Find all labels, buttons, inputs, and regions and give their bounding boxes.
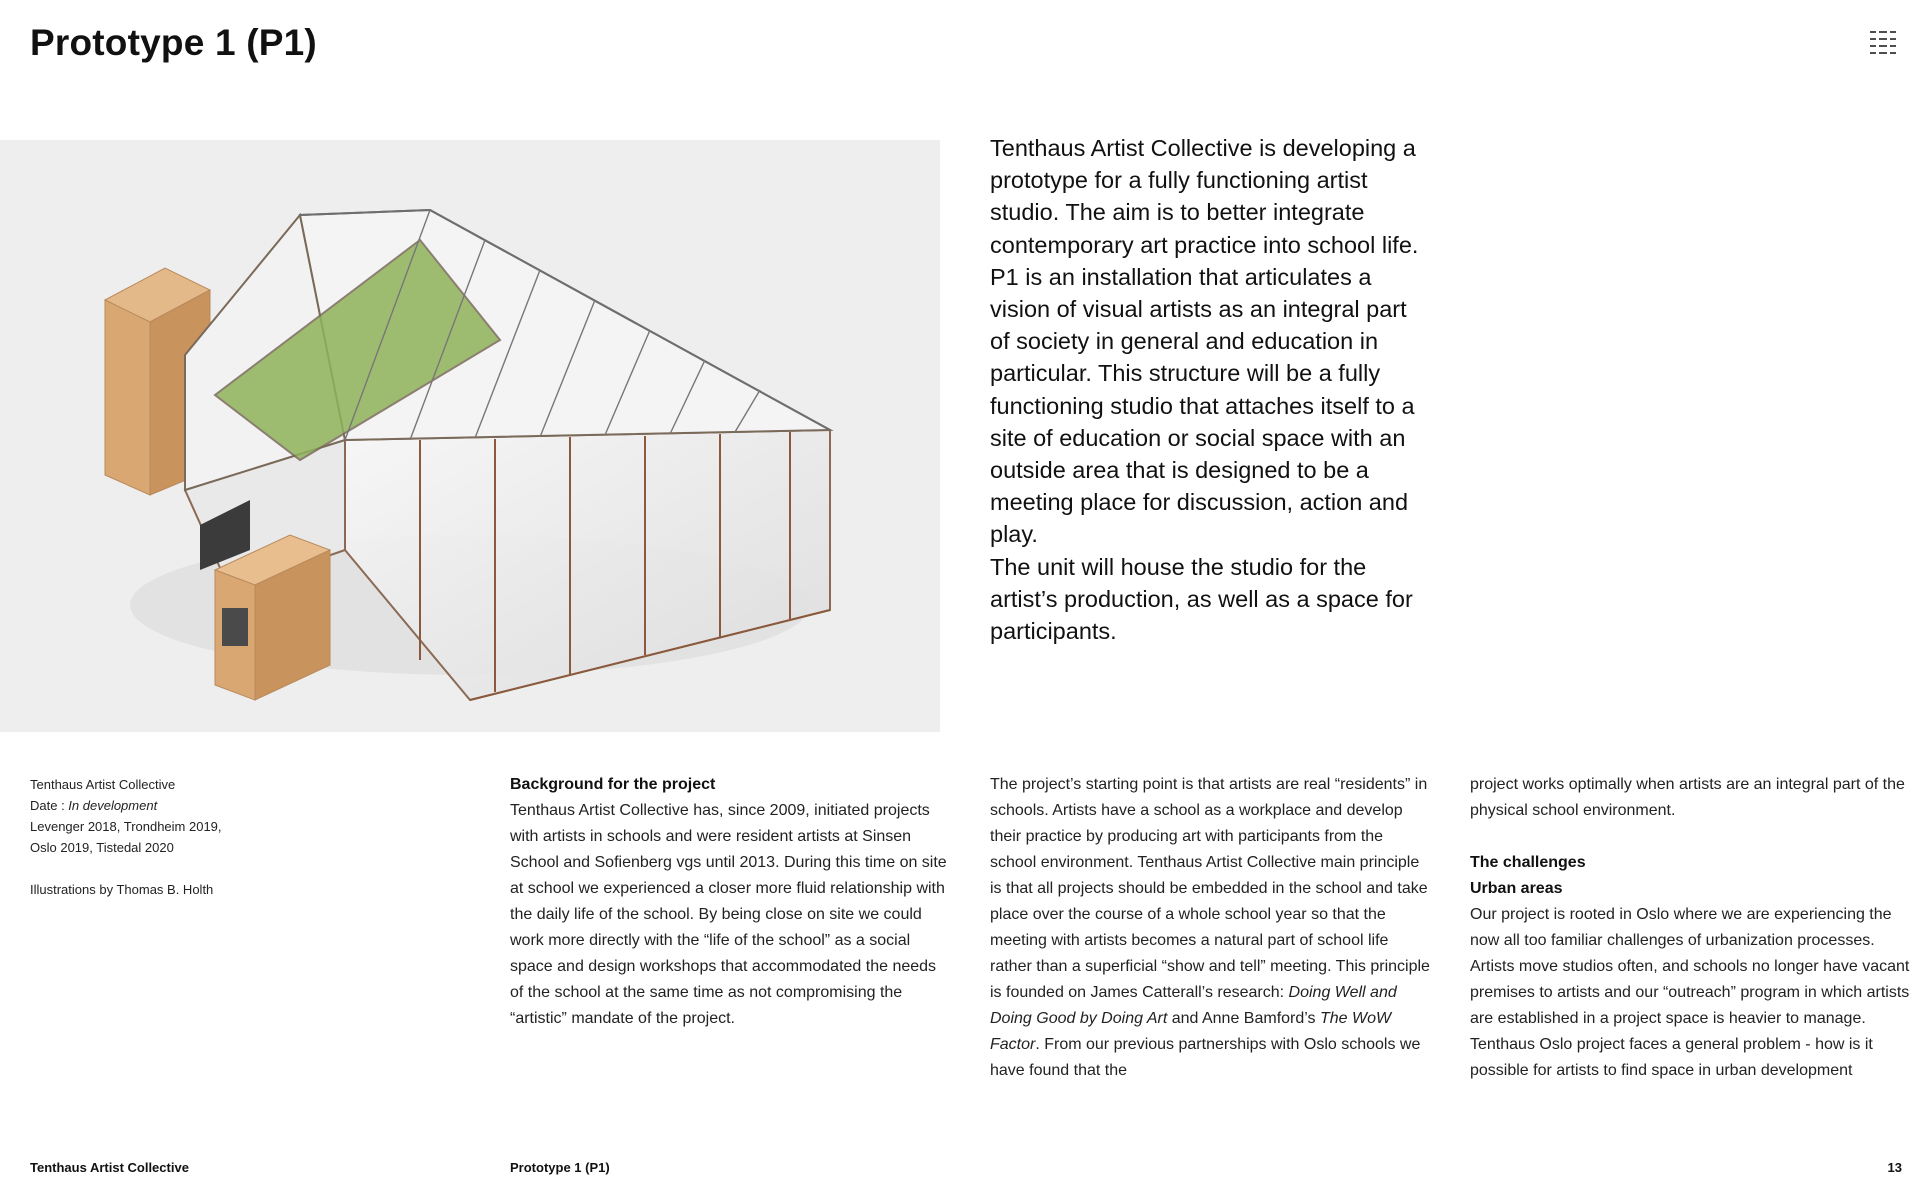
date-label: Date :	[30, 798, 69, 813]
text-column-1	[510, 772, 950, 1032]
citation-title: Doing Well and Doing Good by Doing Art	[990, 984, 1397, 1027]
footer-left: Tenthaus Artist Collective	[30, 1160, 189, 1175]
caption-locations: Levenger 2018, Trondheim 2019,	[30, 819, 222, 834]
page-number: 13	[1887, 1160, 1902, 1175]
section-subheading: Urban areas	[1470, 880, 1563, 897]
section-heading: The challenges	[1470, 854, 1586, 871]
image-caption	[30, 774, 390, 900]
caption-date	[30, 795, 390, 816]
body-paragraph: Tenthaus Artist Collective has, since 2009, initiated projects with artists in schools and were resident artists at Sinsen School and Sofienberg vgs until 2013. During this time on site at school we experienced a closer more fluid relationship with the daily life of the school. By being close on site we could work more directly with the “life of the school” as a social space and design workshops that accommodated the needs of the school at the same time as not compromising the “artistic” mandate of the project.	[510, 802, 947, 1027]
body-paragraph	[990, 772, 1430, 1084]
body-text: and Anne Bamford’s	[1167, 1010, 1320, 1027]
body-paragraph: Tenthaus Oslo project faces a general problem - how is it possible for artists to find space in urban development	[1470, 1036, 1873, 1079]
caption-locations: Oslo 2019, Tistedal 2020	[30, 840, 174, 855]
intro-text	[990, 132, 1430, 647]
text-column-2	[990, 772, 1430, 1084]
intro-paragraph: The unit will house the studio for the artist’s production, as well as a space for participants.	[990, 553, 1413, 645]
caption-author: Tenthaus Artist Collective	[30, 777, 176, 792]
text-column-3	[1470, 772, 1910, 1084]
page-title: Prototype 1 (P1)	[30, 22, 317, 63]
intro-paragraph: Tenthaus Artist Collective is developing a prototype for a fully functioning artist studio. The aim is to better integrate contemporary art practice into school life. P1 is an installation that articulates a vision of visual artists as an integral part of society in general and education in particular. This structure will be a fully functioning studio that attaches itself to a site of education or social space with an outside area that is designed to be a meeting place for discussion, action and play.	[990, 135, 1419, 548]
footer-center: Prototype 1 (P1)	[510, 1160, 610, 1175]
body-paragraph: project works optimally when artists are an integral part of the physical school environment.	[1470, 776, 1905, 819]
caption-credit: Illustrations by Thomas B. Holth	[30, 882, 214, 897]
body-paragraph: Our project is rooted in Oslo where we are experiencing the now all too familiar challenges of urbanization processes. Artists move studios often, and schools no longer have vacant premises to artists and our “outreach” program in which artists are established in a project space is heavier to manage.	[1470, 906, 1910, 1027]
date-value: In development	[68, 798, 158, 813]
section-heading: Background for the project	[510, 776, 716, 793]
prototype-illustration	[0, 140, 940, 732]
body-text: . From our previous partnerships with Oslo schools we have found that the	[990, 1036, 1421, 1079]
grid-menu-icon[interactable]	[1868, 28, 1898, 56]
citation-title: The WoW Factor	[990, 1010, 1392, 1053]
body-text: The project’s starting point is that artists are real “residents” in schools. Artists have a school as a workplace and develop their practice by producing art with participants from the school environment. Tenthaus Artist Collective main principle is that all projects should be embedded in the school and take place over the course of a whole school year so that the meeting with artists becomes a natural part of school life rather than a superficial “show and tell” meeting. This principle is founded on James Catterall’s research:	[990, 776, 1430, 1001]
